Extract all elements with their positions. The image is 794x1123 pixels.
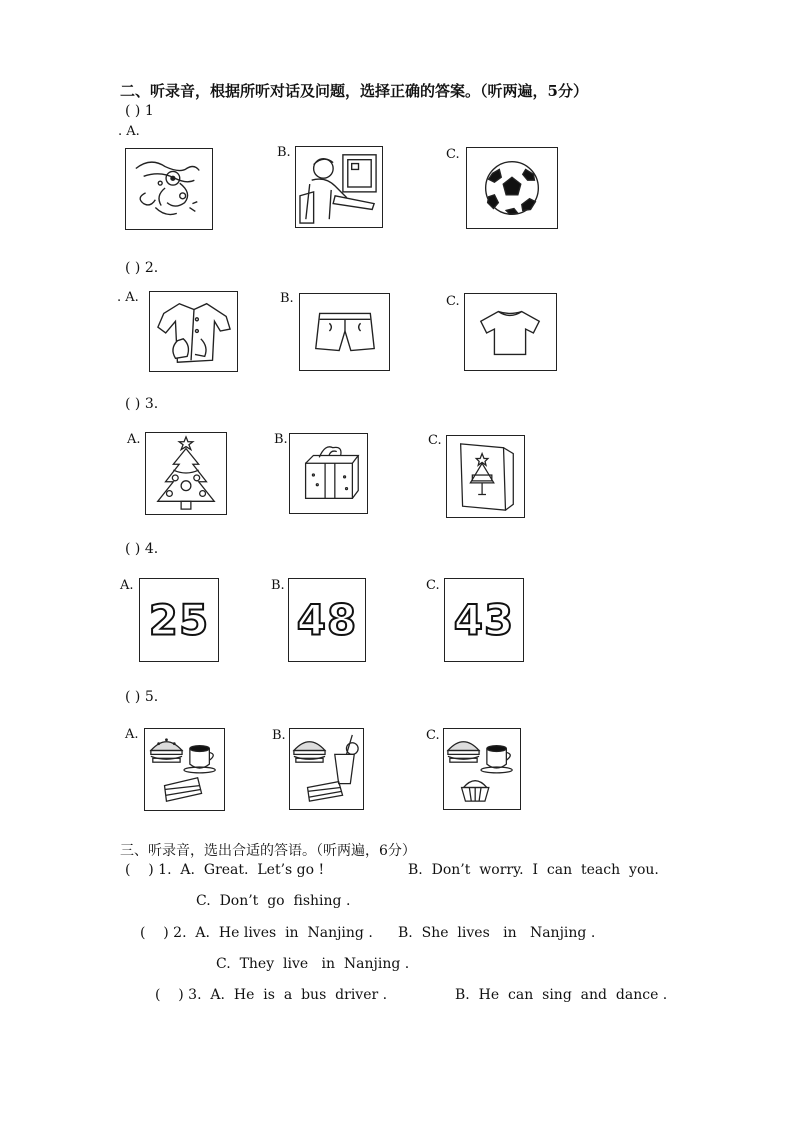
- football-icon[interactable]: [466, 147, 558, 229]
- number-card-48[interactable]: [288, 578, 366, 662]
- q4-option-c-label: C.: [426, 578, 440, 593]
- shorts-icon[interactable]: [299, 293, 390, 371]
- question-4-number: ( ) 4.: [125, 541, 159, 557]
- section-3-title: 三、听录音，选出合适的答语。（听两遍，6分）: [120, 843, 416, 859]
- chameleon-icon[interactable]: [125, 148, 213, 230]
- q1-option-a-label: . A.: [118, 124, 140, 139]
- q5-option-b-label: B.: [272, 728, 286, 743]
- q5-option-c-label: C.: [426, 728, 440, 743]
- q5-option-a-label: A.: [125, 727, 139, 742]
- q2-option-a-label: . A.: [117, 290, 139, 305]
- s3-item-2-line-a: ( ) 2. A. He lives in Nanjing .: [140, 925, 373, 941]
- q4-option-a-label: A.: [120, 578, 134, 593]
- q2-option-b-label: B.: [280, 291, 294, 306]
- q1-option-c-label: C.: [446, 147, 460, 162]
- q2-option-c-label: C.: [446, 294, 460, 309]
- question-1-number: ( ) 1: [125, 103, 154, 119]
- number-25-text: 25: [148, 595, 210, 645]
- t-shirt-icon[interactable]: [464, 293, 557, 371]
- jacket-icon[interactable]: [149, 291, 238, 372]
- question-2-number: ( ) 2.: [125, 260, 159, 276]
- q3-option-a-label: A.: [127, 432, 141, 447]
- hamburger-coffee-cake-icon[interactable]: [443, 728, 521, 810]
- s3-item-2-option-b: B. She lives in Nanjing .: [398, 925, 596, 941]
- question-3-number: ( ) 3.: [125, 396, 159, 412]
- boy-at-computer-icon[interactable]: [295, 146, 383, 228]
- christmas-tree-icon[interactable]: [145, 432, 227, 515]
- s3-item-3-line-a: ( ) 3. A. He is a bus driver .: [155, 987, 388, 1003]
- q1-option-b-label: B.: [277, 145, 291, 160]
- christmas-card-icon[interactable]: [446, 435, 525, 518]
- q4-option-b-label: B.: [271, 578, 285, 593]
- hamburger-coffee-sandwich-icon[interactable]: [144, 728, 225, 811]
- s3-item-1-line-a: ( ) 1. A. Great. Let’s go !: [125, 862, 325, 878]
- q3-option-b-label: B.: [274, 432, 288, 447]
- s3-item-2-option-c: C. They live in Nanjing .: [216, 956, 410, 972]
- number-48-text: 48: [296, 595, 358, 645]
- hamburger-juice-sandwich-icon[interactable]: [289, 728, 364, 810]
- gift-box-icon[interactable]: [289, 433, 368, 514]
- q3-option-c-label: C.: [428, 433, 442, 448]
- number-card-25[interactable]: [139, 578, 219, 662]
- number-card-43[interactable]: [444, 578, 524, 662]
- question-5-number: ( ) 5.: [125, 689, 159, 705]
- s3-item-3-option-b: B. He can sing and dance .: [455, 987, 668, 1003]
- number-43-text: 43: [453, 595, 515, 645]
- s3-item-1-option-c: C. Don’t go fishing .: [196, 893, 351, 909]
- section-2-title: 二、听录音，根据所听对话及问题，选择正确的答案。（听两遍，5分）: [120, 82, 588, 100]
- s3-item-1-option-b: B. Don’t worry. I can teach you.: [408, 862, 659, 878]
